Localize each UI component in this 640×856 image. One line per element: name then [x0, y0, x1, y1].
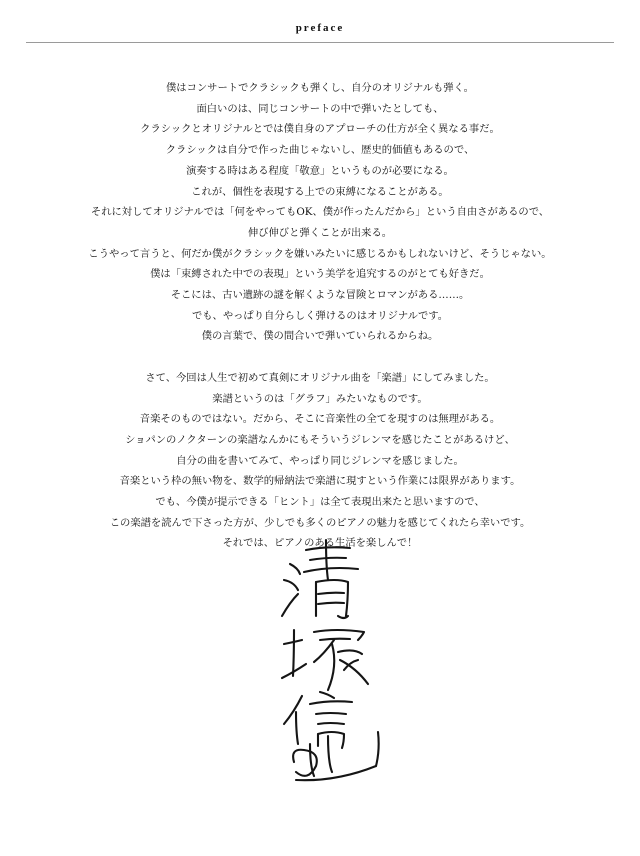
- paragraph-line: 音楽そのものではない。だから、そこに音楽性の全てを現すのは無理がある。: [139, 413, 501, 426]
- paragraph-line: クラシックは自分で作った曲じゃないし、歴史的価値もあるので、: [165, 144, 475, 157]
- paragraph-line: でも、やっぱり自分らしく弾けるのはオリジナルです。: [191, 309, 449, 322]
- paragraph-line: さて、今回は人生で初めて真剣にオリジナル曲を「楽譜」にしてみました。: [145, 371, 495, 384]
- paragraph-line: 面白いのは、同じコンサートの中で弾いたとしても、: [196, 102, 444, 115]
- paragraph-line: 伸び伸びと弾くことが出来る。: [247, 226, 393, 239]
- paragraph-line: 音楽という枠の無い物を、数学的帰納法で楽譜に現すという作業には限界があります。: [119, 475, 521, 488]
- preface-body: [20, 78, 620, 554]
- paragraph-line: これが、個性を表現する上での束縛になることがある。: [191, 185, 449, 198]
- page-header-title: preface: [295, 22, 345, 34]
- paragraph-line: 演奏する時はある程度「敬意」というものが必要になる。: [186, 164, 454, 177]
- paragraph-line: この楽譜を読んで下さった方が、少しでも多くのピアノの魅力を感じてくれたら幸いです。: [109, 516, 531, 529]
- paragraph-line: 僕はコンサートでクラシックも弾くし、自分のオリジナルも弾く。: [166, 82, 474, 94]
- paragraph-line: クラシックとオリジナルとでは僕自身のアプローチの仕方が全く異なる事だ。: [140, 123, 500, 136]
- paragraph-line: 楽譜というのは「グラフ」みたいなものです。: [212, 392, 428, 405]
- paragraph-line: こうやって言うと、何だか僕がクラシックを嫌いみたいに感じるかもしれないけど、そうじゃない。: [88, 247, 552, 260]
- header-divider: [26, 42, 614, 43]
- paragraph-line: そこには、古い遺跡の謎を解くような冒険とロマンがある……。: [170, 289, 470, 302]
- paragraph-line: それでは、ピアノのある生活を楽しんで！: [222, 537, 418, 550]
- paragraph-line: 自分の曲を書いてみて、やっぱり同じジレンマを感じました。: [176, 454, 464, 467]
- paragraph-line: でも、今僕が提示できる「ヒント」は全て表現出来たと思いますので、: [155, 496, 485, 509]
- paragraph-line: それに対してオリジナルでは「何をやってもOK、僕が作ったんだから」という自由さがあるので、: [90, 206, 550, 219]
- paragraph-line: ショパンのノクターンの楽譜なんかにもそういうジレンマを感じたことがあるけど、: [125, 433, 515, 446]
- paragraph-line: 僕の言葉で、僕の間合いで弾いていられるからね。: [201, 330, 439, 343]
- paragraph-line: 僕は「束縛された中での表現」という美学を追究するのがとても好きだ。: [150, 268, 490, 281]
- paragraph-2: [20, 368, 620, 554]
- handwritten-signature: [276, 536, 386, 786]
- paragraph-1: [20, 78, 620, 347]
